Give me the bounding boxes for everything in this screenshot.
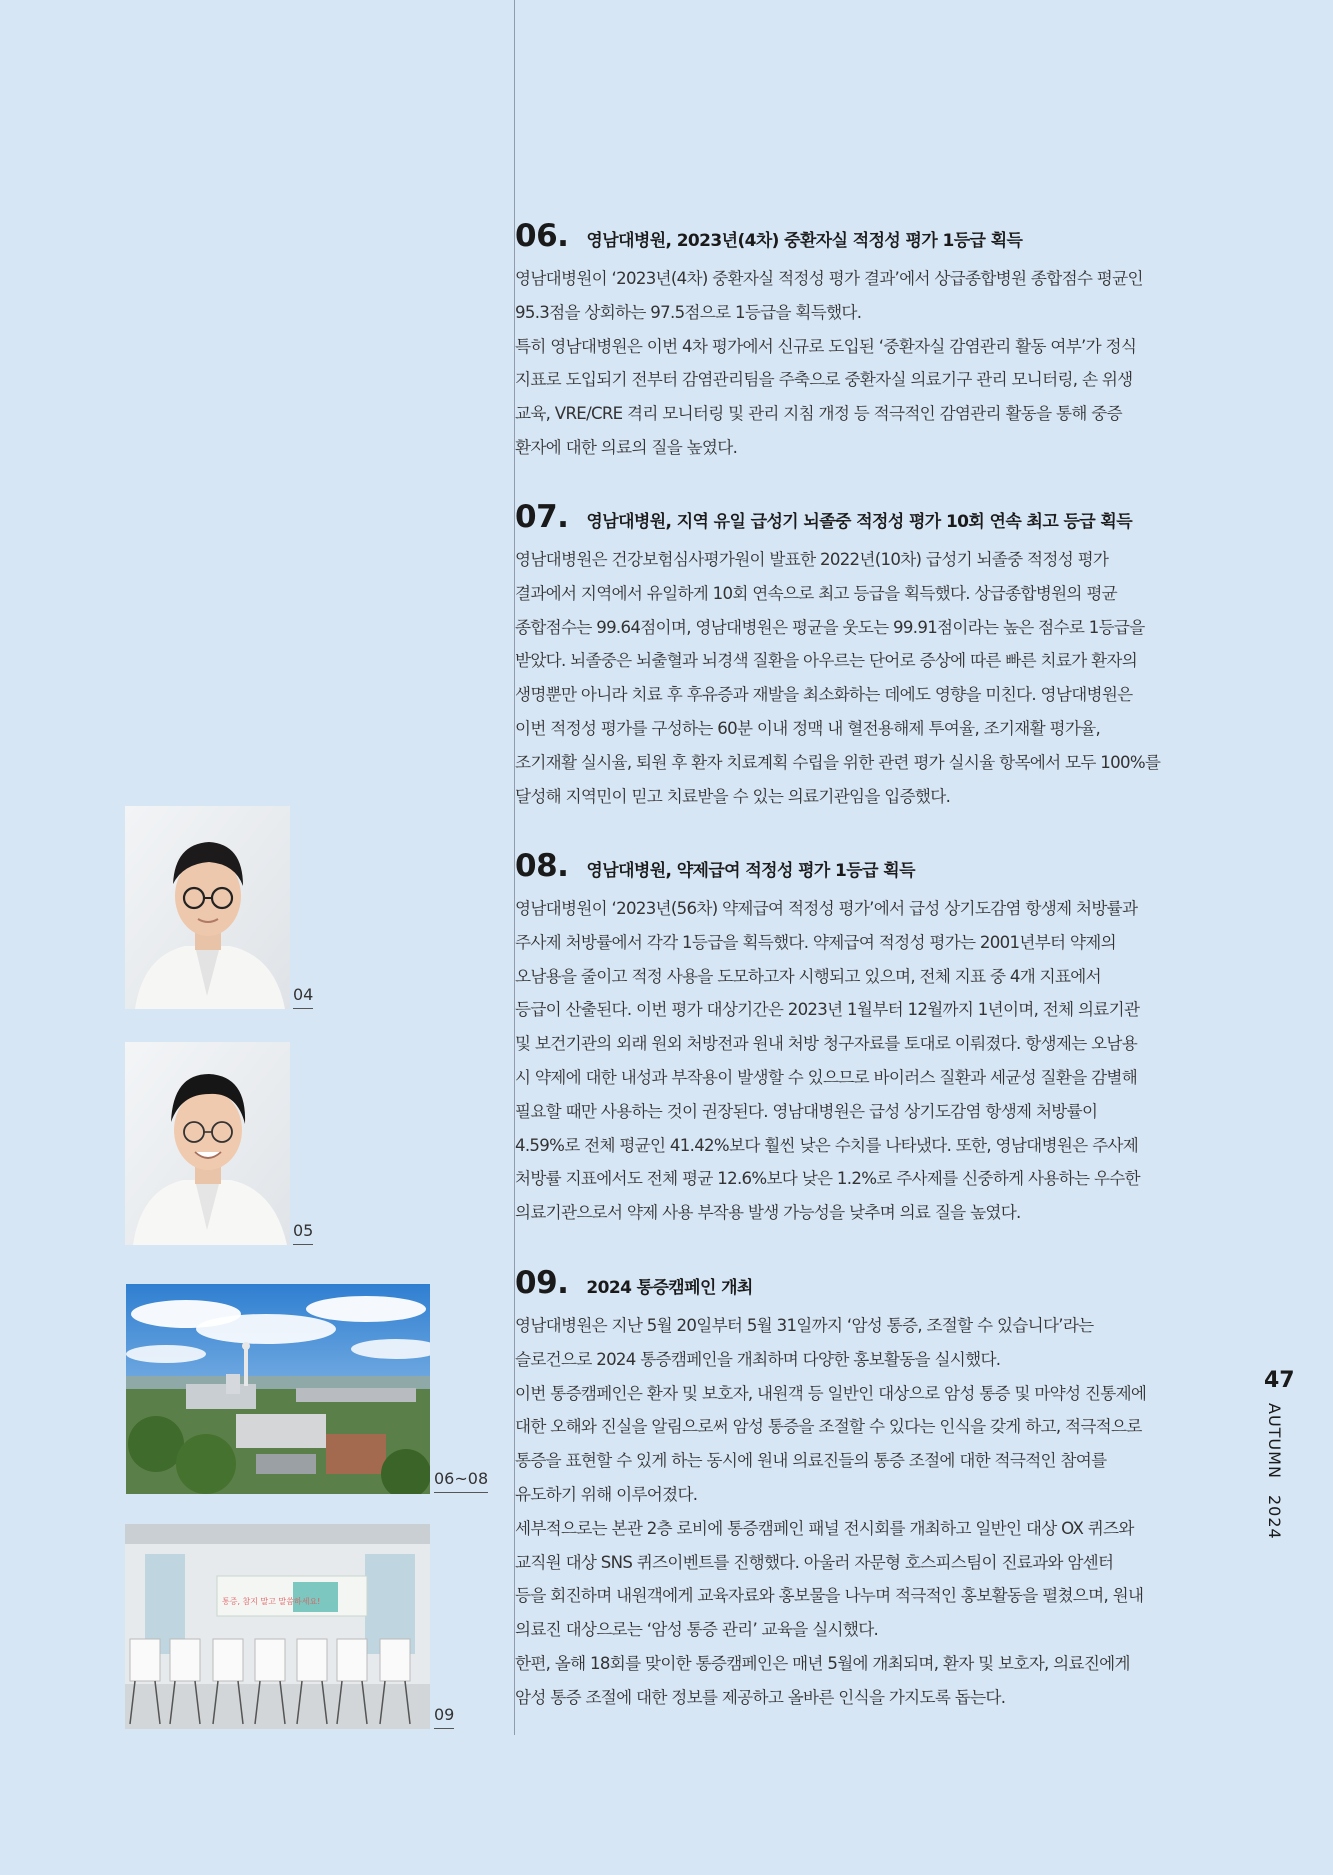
body-line: 결과에서 지역에서 유일하게 10회 연속으로 최고 등급을 획득했다. 상급종합병원의 평균 bbox=[515, 583, 1117, 603]
body-line: 95.3점을 상회하는 97.5점으로 1등급을 획득했다. bbox=[515, 302, 862, 322]
body-line: 이번 적정성 평가를 구성하는 60분 이내 정맥 내 혈전용해제 투여율, 조기재활 평가율, bbox=[515, 718, 1101, 738]
body-line: 생명뿐만 아니라 치료 후 후유증과 재발을 최소화하는 데에도 영향을 미친다. 영남대병원은 bbox=[515, 685, 1133, 705]
body-line: 교육, VRE/CRE 격리 모니터링 및 관리 지침 개정 등 적극적인 감염관리 활동을 통해 중증 bbox=[515, 404, 1122, 424]
body-line: 슬로건으로 2024 통증캠페인을 개최하며 다양한 홍보활동을 실시했다. bbox=[515, 1349, 1001, 1369]
hospital-aerial-photo bbox=[126, 1284, 430, 1494]
photo-caption: 04 bbox=[293, 985, 313, 1009]
body-line: 한편, 올해 18회를 맞이한 통증캠페인은 매년 5월에 개최되며, 환자 및 보호자, 의료진에게 bbox=[515, 1653, 1130, 1673]
body-line: 환자에 대한 의료의 질을 높였다. bbox=[515, 437, 738, 457]
article-title: 영남대병원, 2023년(4차) 중환자실 적정성 평가 1등급 획득 bbox=[586, 231, 1023, 251]
page-number: 47 bbox=[1264, 1368, 1295, 1393]
body-line: 암성 통증 조절에 대한 정보를 제공하고 올바른 인식을 가지도록 돕는다. bbox=[515, 1687, 1006, 1707]
campaign-banner-text: 통증, 참지 말고 말씀하세요! bbox=[222, 1597, 321, 1606]
body-line: 지표로 도입되기 전부터 감염관리팀을 주축으로 중환자실 의료기구 관리 모니터링, 손 위생 bbox=[515, 370, 1133, 390]
body-line: 4.59%로 전체 평균인 41.42%보다 훨씬 낮은 수치를 나타냈다. 또한, 영남대병원은 주사제 bbox=[515, 1135, 1139, 1155]
article-header bbox=[515, 848, 1215, 884]
article-body bbox=[515, 892, 1215, 1230]
portrait-photo-04 bbox=[125, 806, 290, 1009]
body-line: 이번 통증캠페인은 환자 및 보호자, 내원객 등 일반인 대상으로 암성 통증 및 마약성 진통제에 bbox=[515, 1383, 1147, 1403]
article-body bbox=[515, 1309, 1215, 1715]
article-number: 07. bbox=[515, 499, 569, 535]
body-line: 특히 영남대병원은 이번 4차 평가에서 신규로 도입된 ‘중환자실 감염관리 활동 여부’가 정식 bbox=[515, 336, 1137, 356]
body-line: 통증을 표현할 수 있게 하는 동시에 원내 의료진들의 통증 조절에 대한 적극적인 참여를 bbox=[515, 1451, 1107, 1471]
body-line: 영남대병원은 지난 5월 20일부터 5월 31일까지 ‘암성 통증, 조절할 수 있습니다’라는 bbox=[515, 1316, 1094, 1335]
body-line: 세부적으로는 본관 2층 로비에 통증캠페인 패널 전시회를 개최하고 일반인 대상 OX 퀴즈와 bbox=[515, 1518, 1134, 1538]
body-line: 주사제 처방률에서 각각 1등급을 획득했다. 약제급여 적정성 평가는 2001년부터 약제의 bbox=[515, 932, 1116, 952]
issue-label bbox=[1265, 1403, 1284, 1550]
body-line: 등을 회진하며 내원객에게 교육자료와 홍보물을 나누며 적극적인 홍보활동을 펼쳤으며, 원내 bbox=[515, 1586, 1144, 1606]
body-line: 영남대병원은 건강보험심사평가원이 발표한 2022년(10차) 급성기 뇌졸중 적정성 평가 bbox=[515, 550, 1109, 569]
article-number: 08. bbox=[515, 848, 569, 884]
issue-year: 2024 bbox=[1265, 1495, 1284, 1540]
body-line: 필요할 때만 사용하는 것이 권장된다. 영남대병원은 급성 상기도감염 항생제 처방률이 bbox=[515, 1101, 1098, 1121]
body-line: 조기재활 실시율, 퇴원 후 환자 치료계획 수립을 위한 관련 평가 실시율 항목에서 모두 100%를 bbox=[515, 752, 1161, 772]
article-08 bbox=[515, 848, 1215, 1230]
body-line: 받았다. 뇌졸중은 뇌출혈과 뇌경색 질환을 아우르는 단어로 증상에 따른 빠른 치료가 환자의 bbox=[515, 651, 1138, 671]
article-09 bbox=[515, 1265, 1215, 1715]
article-06 bbox=[515, 218, 1215, 465]
article-header bbox=[515, 218, 1215, 254]
article-number: 09. bbox=[515, 1265, 569, 1301]
article-body bbox=[515, 262, 1215, 465]
body-line: 영남대병원이 ‘2023년(56차) 약제급여 적정성 평가’에서 급성 상기도감염 항생제 처방률과 bbox=[515, 899, 1138, 918]
body-line: 및 보건기관의 외래 원외 처방전과 원내 처방 청구자료를 토대로 이뤄졌다. 항생제는 오남용 bbox=[515, 1034, 1138, 1054]
body-line: 의료진 대상으로는 ‘암성 통증 관리’ 교육을 실시했다. bbox=[515, 1620, 879, 1640]
article-07 bbox=[515, 499, 1215, 813]
article-body bbox=[515, 543, 1215, 813]
article-number: 06. bbox=[515, 218, 569, 254]
body-line: 처방률 지표에서도 전체 평균 12.6%보다 낮은 1.2%로 주사제를 신중하게 사용하는 우수한 bbox=[515, 1169, 1140, 1189]
photo-caption: 06~08 bbox=[434, 1469, 488, 1493]
article-header bbox=[515, 499, 1215, 535]
issue-season: AUTUMN bbox=[1265, 1403, 1284, 1479]
body-line: 대한 오해와 진실을 알림으로써 암성 통증을 조절할 수 있다는 인식을 갖게 하고, 적극적으로 bbox=[515, 1417, 1142, 1437]
article-title: 영남대병원, 약제급여 적정성 평가 1등급 획득 bbox=[586, 861, 915, 881]
article-title: 2024 통증캠페인 개최 bbox=[586, 1278, 753, 1298]
article-header bbox=[515, 1265, 1215, 1301]
body-line: 종합점수는 99.64점이며, 영남대병원은 평균을 웃도는 99.91점이라는 높은 점수로 1등급을 bbox=[515, 617, 1145, 637]
body-line: 의료기관으로서 약제 사용 부작용 발생 가능성을 낮추며 의료 질을 높였다. bbox=[515, 1203, 1021, 1223]
body-line: 달성해 지역민이 믿고 치료받을 수 있는 의료기관임을 입증했다. bbox=[515, 786, 951, 806]
article-title: 영남대병원, 지역 유일 급성기 뇌졸중 적정성 평가 10회 연속 최고 등급 획득 bbox=[586, 512, 1133, 532]
photo-caption: 09 bbox=[434, 1705, 454, 1729]
photo-caption: 05 bbox=[293, 1221, 313, 1245]
body-line: 오남용을 줄이고 적정 사용을 도모하고자 시행되고 있으며, 전체 지표 중 4개 지표에서 bbox=[515, 966, 1101, 986]
campaign-exhibition-photo bbox=[125, 1524, 430, 1729]
body-line: 영남대병원이 ‘2023년(4차) 중환자실 적정성 평가 결과’에서 상급종합병원 종합점수 평균인 bbox=[515, 269, 1143, 288]
body-line: 유도하기 위해 이루어졌다. bbox=[515, 1484, 698, 1504]
body-line: 교직원 대상 SNS 퀴즈이벤트를 진행했다. 아울러 자문형 호스피스팀이 진료과와 암센터 bbox=[515, 1552, 1114, 1572]
body-line: 시 약제에 대한 내성과 부작용이 발생할 수 있으므로 바이러스 질환과 세균성 질환을 감별해 bbox=[515, 1067, 1138, 1087]
portrait-photo-05 bbox=[125, 1042, 290, 1245]
body-line: 등급이 산출된다. 이번 평가 대상기간은 2023년 1월부터 12월까지 1년이며, 전체 의료기관 bbox=[515, 1000, 1140, 1020]
